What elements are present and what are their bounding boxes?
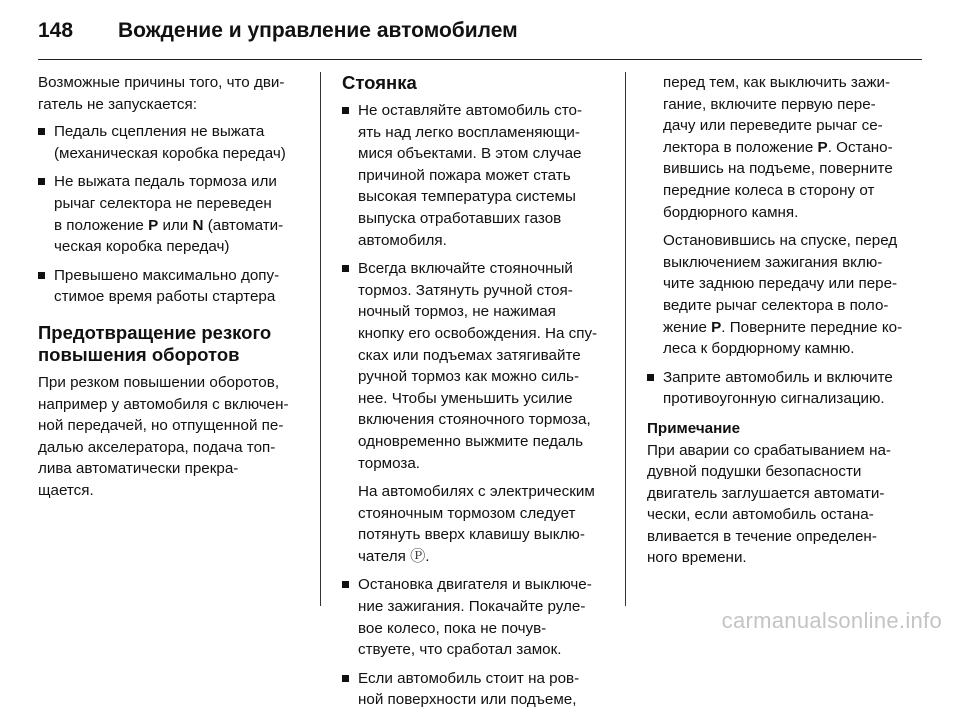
bullet-square-icon [342, 265, 349, 272]
list-item: Не оставляйте автомобиль сто- ять над легко воспламеняющи- мися объектами. В этом случае причиной пожара может стать высокая температура системы выпуска отработавших газов автомобиля. [342, 100, 606, 251]
header-rule [38, 59, 922, 60]
list-item: Заприте автомобиль и включите противоугонную сигнализацию. [647, 367, 911, 410]
list-item: Не выжата педаль тормоза или рычаг селектора не переведен в положение P или N (автомати- ческая коробка передач) [38, 171, 306, 257]
list-item: Всегда включайте стояночный тормоз. Затянуть ручной стоя- ночный тормоз, не нажимая кнопку его освобождения. На спу- сках или подъемах затягивайте ручной тормоз как можно силь- нее. Чтобы уменьшить усилие включения стояночного тормоза, одновременно выжмите педаль тормоза. [342, 258, 606, 474]
list-item-paragraph: На автомобилях с электрическим стояночным тормозом следует потянуть вверх клавишу выклю- чателя Ⓟ. [358, 483, 595, 565]
page-number: 148 [38, 19, 74, 42]
page-title: Вождение и управление автомобилем [118, 19, 518, 42]
column-right [647, 72, 911, 569]
column-left [38, 72, 306, 508]
watermark-text: carmanualsonline.info [721, 608, 942, 633]
list-item-paragraph: Остановившись на спуске, перед выключением зажигания вклю- чите заднюю передачу или пере- ведите рычаг селектора в поло- жение P. Поверните передние ко- леса к бордюрному камню. [663, 232, 903, 358]
list-item: Если автомобиль стоит на ров- ной поверхности или подъеме, [342, 668, 606, 711]
column-divider [320, 72, 321, 606]
bullet-square-icon [38, 128, 45, 135]
bullet-square-icon [647, 374, 654, 381]
parking-brake-icon: Ⓟ [410, 547, 426, 565]
list-item: Остановка двигателя и выключе- ние зажигания. Покачайте руле- вое колесо, пока не почув- ствуете, что сработал замок. [342, 574, 606, 660]
intro-paragraph: Возможные причины того, что дви- гатель не запускается: [38, 74, 285, 113]
bullet-square-icon [342, 581, 349, 588]
bullet-square-icon [38, 272, 45, 279]
bullet-square-icon [38, 178, 45, 185]
section-heading: Стоянка [342, 72, 417, 93]
column-middle [342, 72, 606, 718]
column-divider [625, 72, 626, 606]
list-item: Превышено максимально допу- стимое время работы стартера [38, 265, 306, 308]
section-paragraph: При резком повышении оборотов, например у автомобиля с включен- ной передачей, но отпущенной пе- далью акселератора, подача топ- лива автоматически прекра- щается. [38, 373, 289, 499]
list-item-continuation: перед тем, как выключить зажи- гание, включите первую пере- дачу или переведите рычаг се- лектора в положение P. Остано- вившись на подъеме, поверните передние колеса в сторону от бордюрного камня. [663, 74, 893, 221]
section-heading: Предотвращение резкого повышения оборотов [38, 321, 272, 365]
list-item: Педаль сцепления не выжата (механическая коробка передач) [38, 121, 306, 164]
page-header [0, 0, 960, 62]
note-block: Примечание При аварии со срабатыванием на- дувной подушки безопасности двигатель заглушается автомати- чески, если автомобиль остана- вливается в течение определен- ного времени. [647, 418, 911, 569]
note-title: Примечание [647, 419, 741, 437]
bullet-square-icon [342, 107, 349, 114]
bullet-square-icon [342, 675, 349, 682]
